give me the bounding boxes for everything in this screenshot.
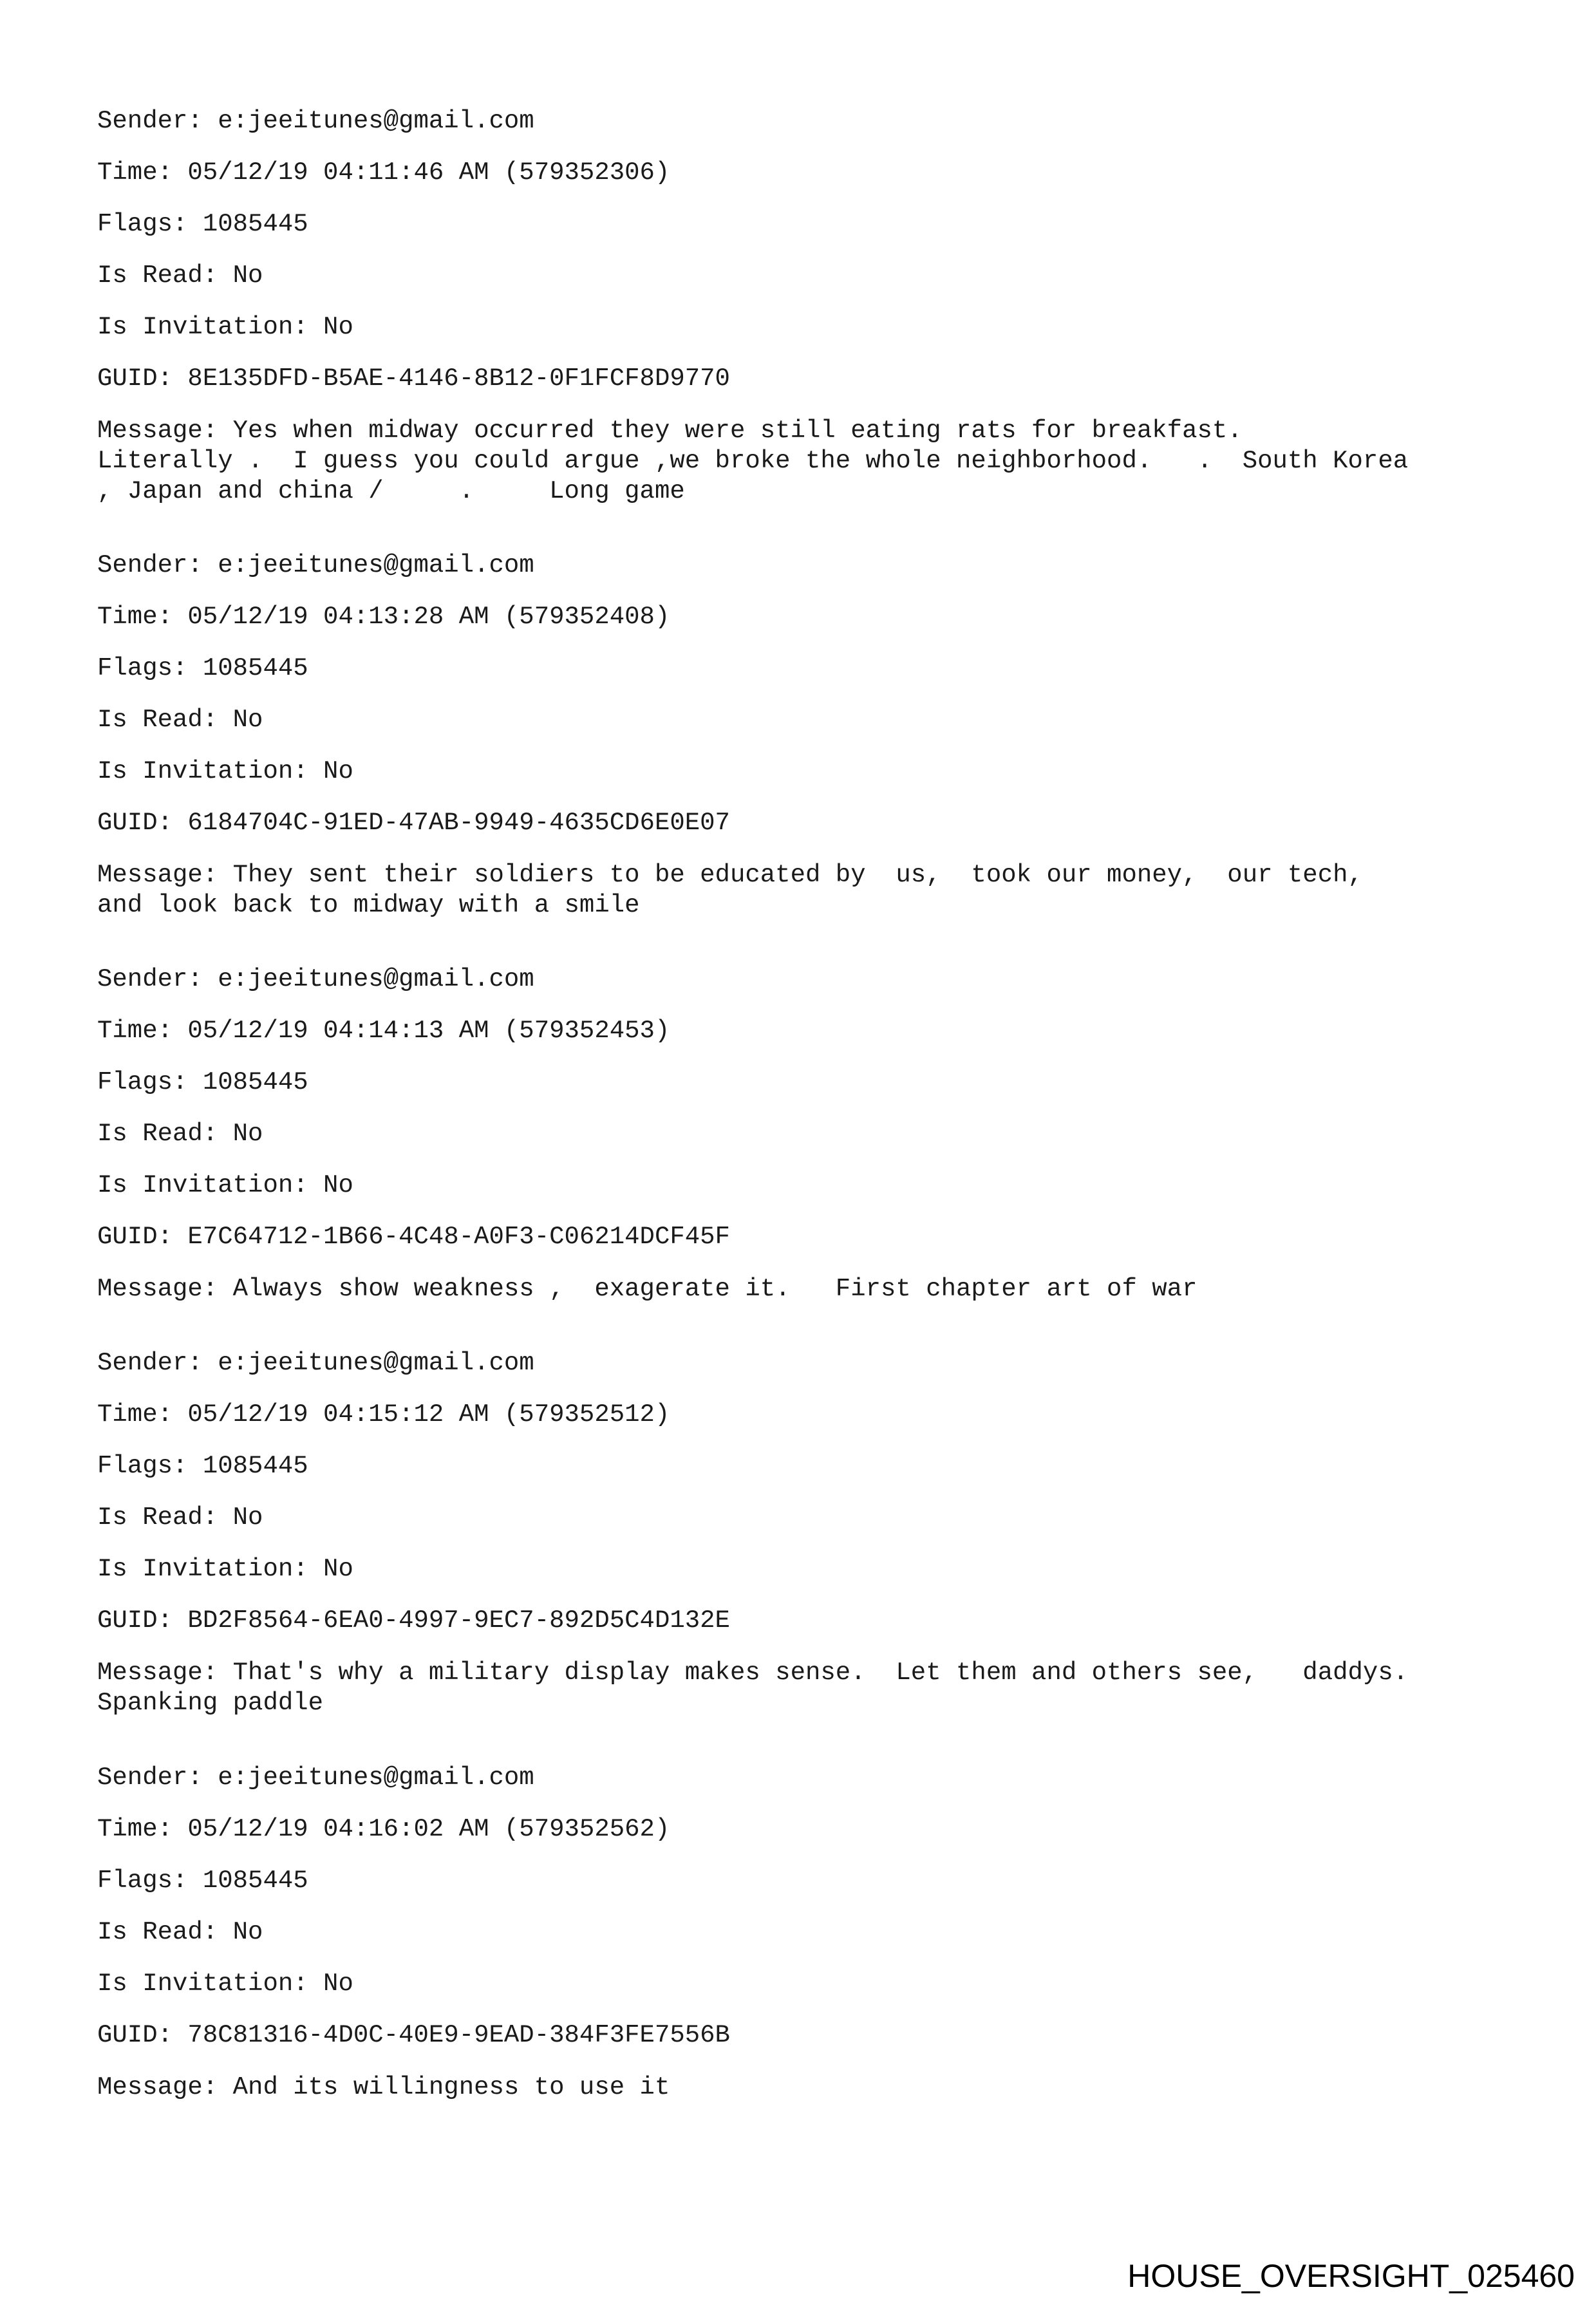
message-line: and look back to midway with a smile — [97, 891, 640, 919]
is-invitation-line: Is Invitation: No — [97, 313, 353, 341]
is-read-line: Is Read: No — [97, 1120, 263, 1148]
time-line: Time: 05/12/19 04:16:02 AM (579352562) — [97, 1815, 670, 1843]
bates-number: HOUSE_OVERSIGHT_025460 — [1127, 2258, 1575, 2294]
is-read-line: Is Read: No — [97, 706, 263, 734]
guid-line: GUID: 6184704C-91ED-47AB-9949-4635CD6E0E07 — [97, 809, 730, 837]
flags-line: Flags: 1085445 — [97, 1866, 308, 1895]
message-line: Message: Yes when midway occurred they were still eating rats for breakfast. — [97, 417, 1243, 445]
sender-line: Sender: e:jeeitunes@gmail.com — [97, 1349, 534, 1377]
message-line: Message: And its willingness to use it — [97, 2073, 670, 2101]
time-line: Time: 05/12/19 04:15:12 AM (579352512) — [97, 1400, 670, 1429]
flags-line: Flags: 1085445 — [97, 1068, 308, 1096]
guid-line: GUID: BD2F8564-6EA0-4997-9EC7-892D5C4D132E — [97, 1606, 730, 1635]
sender-line: Sender: e:jeeitunes@gmail.com — [97, 107, 534, 135]
sender-line: Sender: e:jeeitunes@gmail.com — [97, 1763, 534, 1792]
message-line: Message: They sent their soldiers to be educated by us, took our money, our tech, — [97, 861, 1363, 889]
flags-line: Flags: 1085445 — [97, 1452, 308, 1480]
is-invitation-line: Is Invitation: No — [97, 1171, 353, 1199]
message-line: Literally . I guess you could argue ,we broke the whole neighborhood. . South Korea — [97, 447, 1409, 475]
message-line: Message: Always show weakness , exagerate it. First chapter art of war — [97, 1275, 1197, 1303]
guid-line: GUID: 78C81316-4D0C-40E9-9EAD-384F3FE7556B — [97, 2021, 730, 2049]
sender-line: Sender: e:jeeitunes@gmail.com — [97, 965, 534, 993]
is-invitation-line: Is Invitation: No — [97, 1555, 353, 1583]
message-line: Message: That's why a military display makes sense. Let them and others see, daddys. — [97, 1659, 1409, 1687]
is-read-line: Is Read: No — [97, 261, 263, 290]
is-read-line: Is Read: No — [97, 1918, 263, 1946]
is-read-line: Is Read: No — [97, 1503, 263, 1532]
time-line: Time: 05/12/19 04:14:13 AM (579352453) — [97, 1017, 670, 1045]
is-invitation-line: Is Invitation: No — [97, 757, 353, 785]
time-line: Time: 05/12/19 04:13:28 AM (579352408) — [97, 603, 670, 631]
message-line: , Japan and china / . Long game — [97, 477, 685, 505]
time-line: Time: 05/12/19 04:11:46 AM (579352306) — [97, 158, 670, 187]
flags-line: Flags: 1085445 — [97, 654, 308, 682]
guid-line: GUID: E7C64712-1B66-4C48-A0F3-C06214DCF45F — [97, 1223, 730, 1251]
sender-line: Sender: e:jeeitunes@gmail.com — [97, 551, 534, 579]
message-line: Spanking paddle — [97, 1689, 324, 1717]
flags-line: Flags: 1085445 — [97, 210, 308, 238]
guid-line: GUID: 8E135DFD-B5AE-4146-8B12-0F1FCF8D9770 — [97, 364, 730, 393]
is-invitation-line: Is Invitation: No — [97, 1969, 353, 1998]
